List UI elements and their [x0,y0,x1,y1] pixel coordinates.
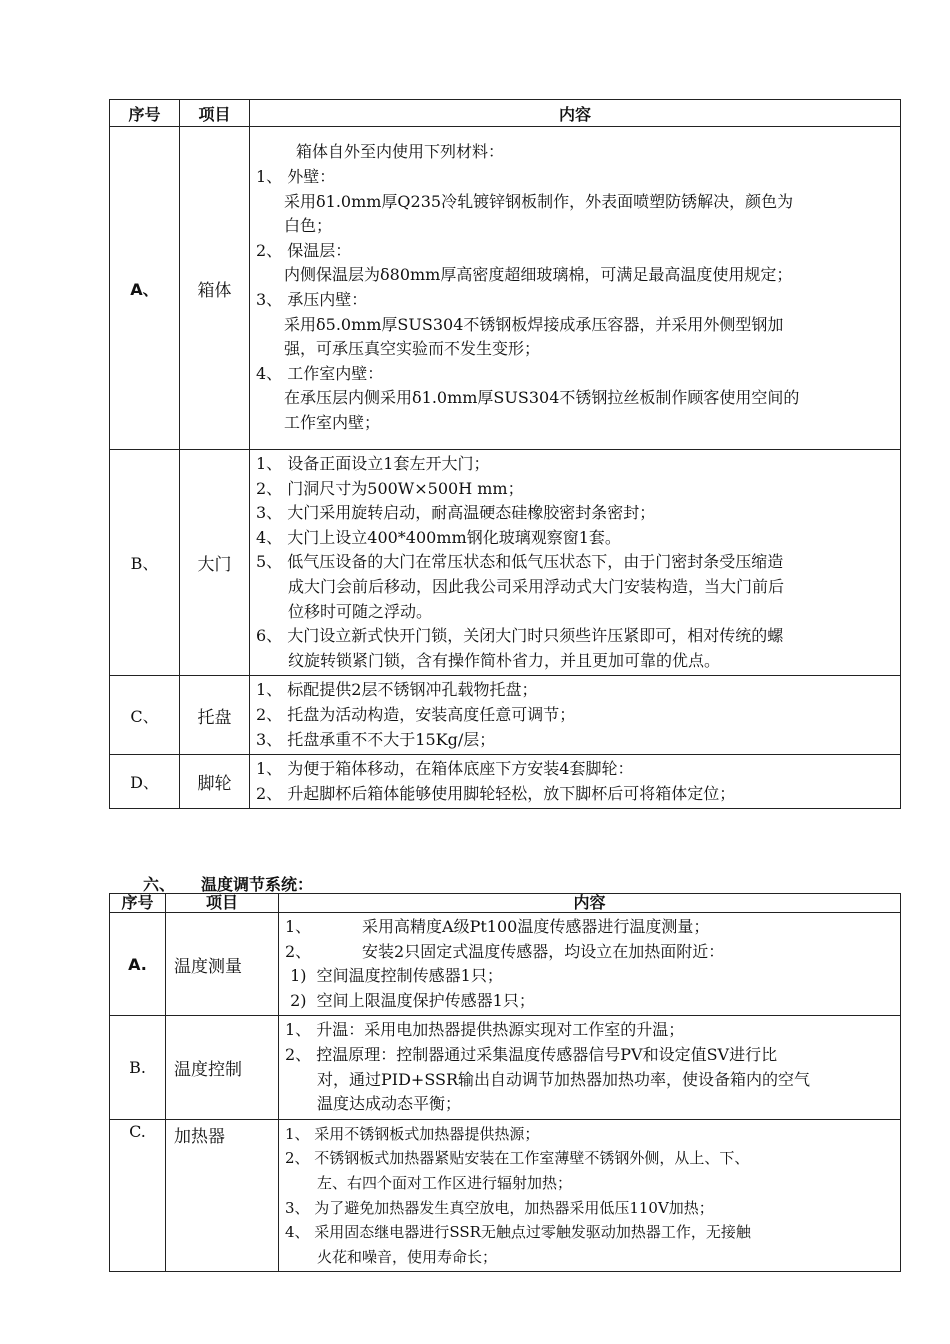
table-row [110,1119,901,1272]
content-line: 4、 采用固态继电器进行SSR无触点过零触发驱动加热器工作，无接触 [285,1223,751,1242]
content-line: 3、 为了避免加热器发生真空放电，加热器采用低压110V加热； [285,1198,714,1217]
content-line: 在承压层内侧采用δ1.0mm厚SUS304不锈钢拉丝板制作顾客使用空间的 [284,388,800,408]
section-number: 六、 [143,875,176,894]
content-line: 2) 空间上限温度保护传感器1只； [285,990,535,1010]
row-item: 箱体 [180,127,250,450]
row-content [250,127,901,450]
table-row [110,676,901,755]
content-line: 内侧保温层为δ80mm厚高密度超细玻璃棉，可满足最高温度使用规定； [284,265,793,285]
spec-table-1 [109,99,901,809]
content-line: 1、 采用高精度A级Pt100温度传感器进行温度测量； [285,917,710,936]
row-content [250,450,901,676]
content-line: 纹旋转锁紧门锁，含有操作简朴省力，并且更加可靠的优点。 [288,650,721,670]
row-id: B、 [110,450,180,676]
content-line: 3、 托盘承重不不大于15Kg/层； [256,729,496,749]
table-row [110,913,901,1016]
content-line: 2、 升起脚杯后箱体能够使用脚轮轻松，放下脚杯后可将箱体定位； [256,783,736,803]
row-content [279,1119,901,1272]
content-line: 1) 空间温度控制传感器1只； [285,966,503,986]
header-item: 项目 [166,894,279,913]
content-line: 2、 托盘为活动构造，安装高度任意可调节； [256,704,576,724]
row-content [279,913,901,1016]
row-item: 大门 [180,450,250,676]
section-title: 温度调节系统： [201,875,314,894]
content-line: 2、 安装2只固定式温度传感器，均设立在加热面附近： [285,941,725,961]
content-line: 4、 工作室内壁： [256,363,384,383]
row-item: 托盘 [180,676,250,755]
content-line: 1、 标配提供2层不锈钢冲孔载物托盘； [256,680,538,700]
content-line: 1、 为便于箱体移动，在箱体底座下方安装4套脚轮： [256,759,634,779]
row-id: C. [110,1119,166,1272]
header-content: 内容 [250,100,901,127]
content-line: 对，通过PID+SSR输出自动调节加热器加热功率，使设备箱内的空气 [317,1069,811,1089]
content-line: 3、 大门采用旋转启动，耐高温硬态硅橡胶密封条密封； [256,503,656,523]
content-line: 左、右四个面对工作区进行辐射加热； [317,1173,573,1192]
content-line: 2、 门洞尺寸为500W×500H mm； [256,478,524,498]
content-line: 2、 不锈钢板式加热器紧贴安装在工作室薄壁不锈钢外侧，从上、下、 [285,1149,750,1168]
content-line: 采用δ5.0mm厚SUS304不锈钢板焊接成承压容器，并采用外侧型钢加 [284,314,784,334]
row-item: 脚轮 [180,755,250,809]
content-line: 5、 低气压设备的大门在常压状态和低气压状态下，由于门密封条受压缩造 [256,552,784,572]
content-line: 强，可承压真空实验而不发生变形； [284,339,541,359]
row-id: D、 [110,755,180,809]
table-row [110,450,901,676]
content-line: 成大门会前后移动，因此我公司采用浮动式大门安装构造，当大门前后 [288,576,785,596]
table-header-row [110,894,901,913]
content-line: 2、 控温原理：控制器通过采集温度传感器信号PV和设定值SV进行比 [285,1044,778,1064]
content-line: 1、 升温：采用电加热器提供热源实现对工作室的升温； [285,1020,685,1040]
header-no: 序号 [110,894,166,913]
content-line: 2、 保温层： [256,240,352,260]
content-line: 火花和噪音，使用寿命长； [317,1247,498,1266]
table-header-row [110,100,901,127]
header-item: 项目 [180,100,250,127]
content-line: 白色； [284,216,333,236]
header-no: 序号 [110,100,180,127]
content-line: 1、 采用不锈钢板式加热器提供热源； [285,1124,540,1143]
header-content: 内容 [279,894,901,913]
content-line: 1、 外壁： [256,167,336,187]
content-line: 温度达成动态平衡； [317,1094,462,1114]
row-id: B. [110,1016,166,1119]
content-line: 4、 大门上设立400*400mm钢化玻璃观察窗1套。 [256,527,621,547]
row-item: 加热器 [166,1119,279,1272]
row-id: A. [110,913,166,1016]
content-line: 1、 设备正面设立1套左开大门； [256,454,490,473]
spec-table-2 [109,893,901,1272]
content-line: 6、 大门设立新式快开门锁，关闭大门时只须些许压紧即可，相对传统的螺 [256,626,784,646]
table-row [110,127,901,450]
row-id: A、 [110,127,180,450]
row-content [250,755,901,809]
content-line: 采用δ1.0mm厚Q235冷轧镀锌钢板制作，外表面喷塑防锈解决，颜色为 [284,191,794,211]
section-heading [143,872,313,895]
table-row [110,1016,901,1119]
row-content [250,676,901,755]
row-id: C、 [110,676,180,755]
content-line: 工作室内壁； [284,412,381,432]
content-line: 箱体自外至内使用下列材料： [296,142,505,162]
row-item: 温度测量 [166,913,279,1016]
row-content [279,1016,901,1119]
content-line: 3、 承压内壁： [256,290,368,309]
content-line: 位移时可随之浮动。 [288,601,433,621]
row-item: 温度控制 [166,1016,279,1119]
table-row [110,755,901,809]
